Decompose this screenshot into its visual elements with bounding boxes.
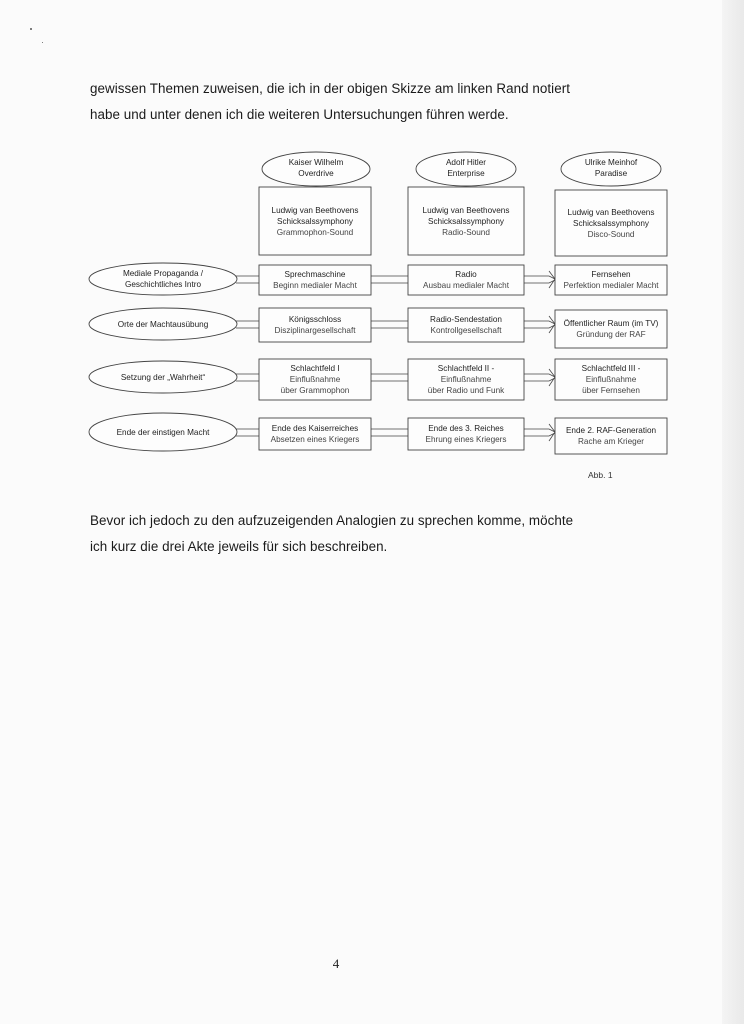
composer-3-line-2: Schicksalssymphony bbox=[573, 219, 649, 228]
act-2-title-line-1: Adolf Hitler bbox=[445, 158, 487, 167]
cell-line: Ende des Kaiserreiches bbox=[271, 424, 359, 433]
outro-line-1: Bevor ich jedoch zu den aufzuzeigenden Analogien zu sprechen komme, möchte bbox=[90, 513, 574, 528]
cell-row1-col1 bbox=[259, 265, 371, 295]
cell-line: Schlachtfeld I bbox=[290, 364, 340, 373]
act-header-3 bbox=[561, 152, 661, 186]
theme-3-label: Setzung der „Wahrheit“ bbox=[120, 373, 206, 382]
cell-line: Einflußnahme bbox=[289, 375, 341, 384]
cell-line: Radio-Sendestation bbox=[430, 315, 502, 324]
act-3-title-line-1: Ulrike Meinhof bbox=[584, 158, 638, 167]
cell-line: Radio bbox=[455, 270, 477, 279]
composer-box-3 bbox=[555, 190, 667, 256]
page-number: 4 bbox=[332, 956, 340, 971]
cell-line: über Radio und Funk bbox=[427, 386, 505, 395]
act-3-title-line-2: Paradise bbox=[594, 169, 628, 178]
cell-line: Ehrung eines Kriegers bbox=[425, 435, 507, 444]
composer-1-line-3: Grammophon-Sound bbox=[276, 228, 354, 237]
cell-row3-col1 bbox=[259, 359, 371, 400]
act-2-title-line-2: Enterprise bbox=[447, 169, 485, 178]
cell-row4-col2 bbox=[408, 418, 524, 450]
cell-row3-col3 bbox=[555, 359, 667, 400]
theme-2-label: Orte der Machtausübung bbox=[117, 320, 209, 329]
theme-ellipse-3 bbox=[89, 361, 237, 393]
cell-line: Kontrollgesellschaft bbox=[430, 326, 502, 335]
intro-line-1: gewissen Themen zuweisen, die ich in der obigen Skizze am linken Rand notiert bbox=[90, 81, 570, 96]
cell-line: Absetzen eines Kriegers bbox=[270, 435, 360, 444]
cell-row2-col1 bbox=[259, 308, 371, 342]
theme-4-label: Ende der einstigen Macht bbox=[116, 428, 210, 437]
cell-line: Beginn medialer Macht bbox=[273, 281, 357, 290]
cell-line: Schlachtfeld III - bbox=[581, 364, 641, 373]
act-header-2 bbox=[416, 152, 516, 186]
intro-line-2: habe und unter denen ich die weiteren Untersuchungen führen werde. bbox=[90, 107, 509, 122]
cell-row1-col3 bbox=[555, 265, 667, 295]
theme-ellipse-1 bbox=[89, 263, 237, 295]
cell-row3-col2 bbox=[408, 359, 524, 400]
cell-line: Sprechmaschine bbox=[284, 270, 346, 279]
row-connectors bbox=[236, 271, 555, 441]
cell-line: Disziplinargesellschaft bbox=[274, 326, 356, 335]
act-1-title-line-2: Overdrive bbox=[298, 169, 334, 178]
composer-3-line-1: Ludwig van Beethovens bbox=[567, 208, 655, 217]
composer-1-line-2: Schicksalssymphony bbox=[277, 217, 353, 226]
cell-line: über Fernsehen bbox=[582, 386, 640, 395]
cell-row2-col2 bbox=[408, 308, 524, 342]
cell-line: Öffentlicher Raum (im TV) bbox=[563, 319, 659, 328]
outro-line-2: ich kurz die drei Akte jeweils für sich beschreiben. bbox=[90, 539, 388, 554]
cell-line: Ende des 3. Reiches bbox=[428, 424, 504, 433]
theme-ellipse-2 bbox=[89, 308, 237, 340]
cell-line: Königsschloss bbox=[288, 315, 342, 324]
composer-box-2 bbox=[408, 187, 524, 255]
cell-line: Einflußnahme bbox=[440, 375, 492, 384]
composer-1-line-1: Ludwig van Beethovens bbox=[271, 206, 359, 215]
cell-line: Ende 2. RAF-Generation bbox=[565, 426, 657, 435]
cell-line: Einflußnahme bbox=[585, 375, 637, 384]
cell-line: Ausbau medialer Macht bbox=[422, 281, 510, 290]
composer-box-1 bbox=[259, 187, 371, 255]
cell-row4-col3 bbox=[555, 418, 667, 454]
theme-ellipse-4 bbox=[89, 413, 237, 451]
figure-label: Abb. 1 bbox=[588, 470, 613, 480]
theme-1-line-2: Geschichtliches Intro bbox=[125, 280, 201, 289]
theme-1-line-1: Mediale Propaganda / bbox=[122, 269, 204, 278]
act-1-title-line-1: Kaiser Wilhelm bbox=[288, 158, 344, 167]
cell-line: Fernsehen bbox=[591, 270, 631, 279]
cell-line: Gründung der RAF bbox=[576, 330, 646, 339]
composer-2-line-2: Schicksalssymphony bbox=[428, 217, 504, 226]
composer-2-line-3: Radio-Sound bbox=[442, 228, 490, 237]
cell-line: Rache am Krieger bbox=[578, 437, 644, 446]
composer-3-line-3: Disco-Sound bbox=[587, 230, 635, 239]
act-header-1 bbox=[262, 152, 370, 186]
cell-line: Schlachtfeld II - bbox=[437, 364, 495, 373]
outro-paragraph bbox=[90, 508, 610, 560]
cell-row2-col3 bbox=[555, 310, 667, 348]
cell-line: Perfektion medialer Macht bbox=[563, 281, 659, 290]
composer-2-line-1: Ludwig van Beethovens bbox=[422, 206, 510, 215]
cell-line: über Grammophon bbox=[280, 386, 350, 395]
cell-row4-col1 bbox=[259, 418, 371, 450]
cell-row1-col2 bbox=[408, 265, 524, 295]
